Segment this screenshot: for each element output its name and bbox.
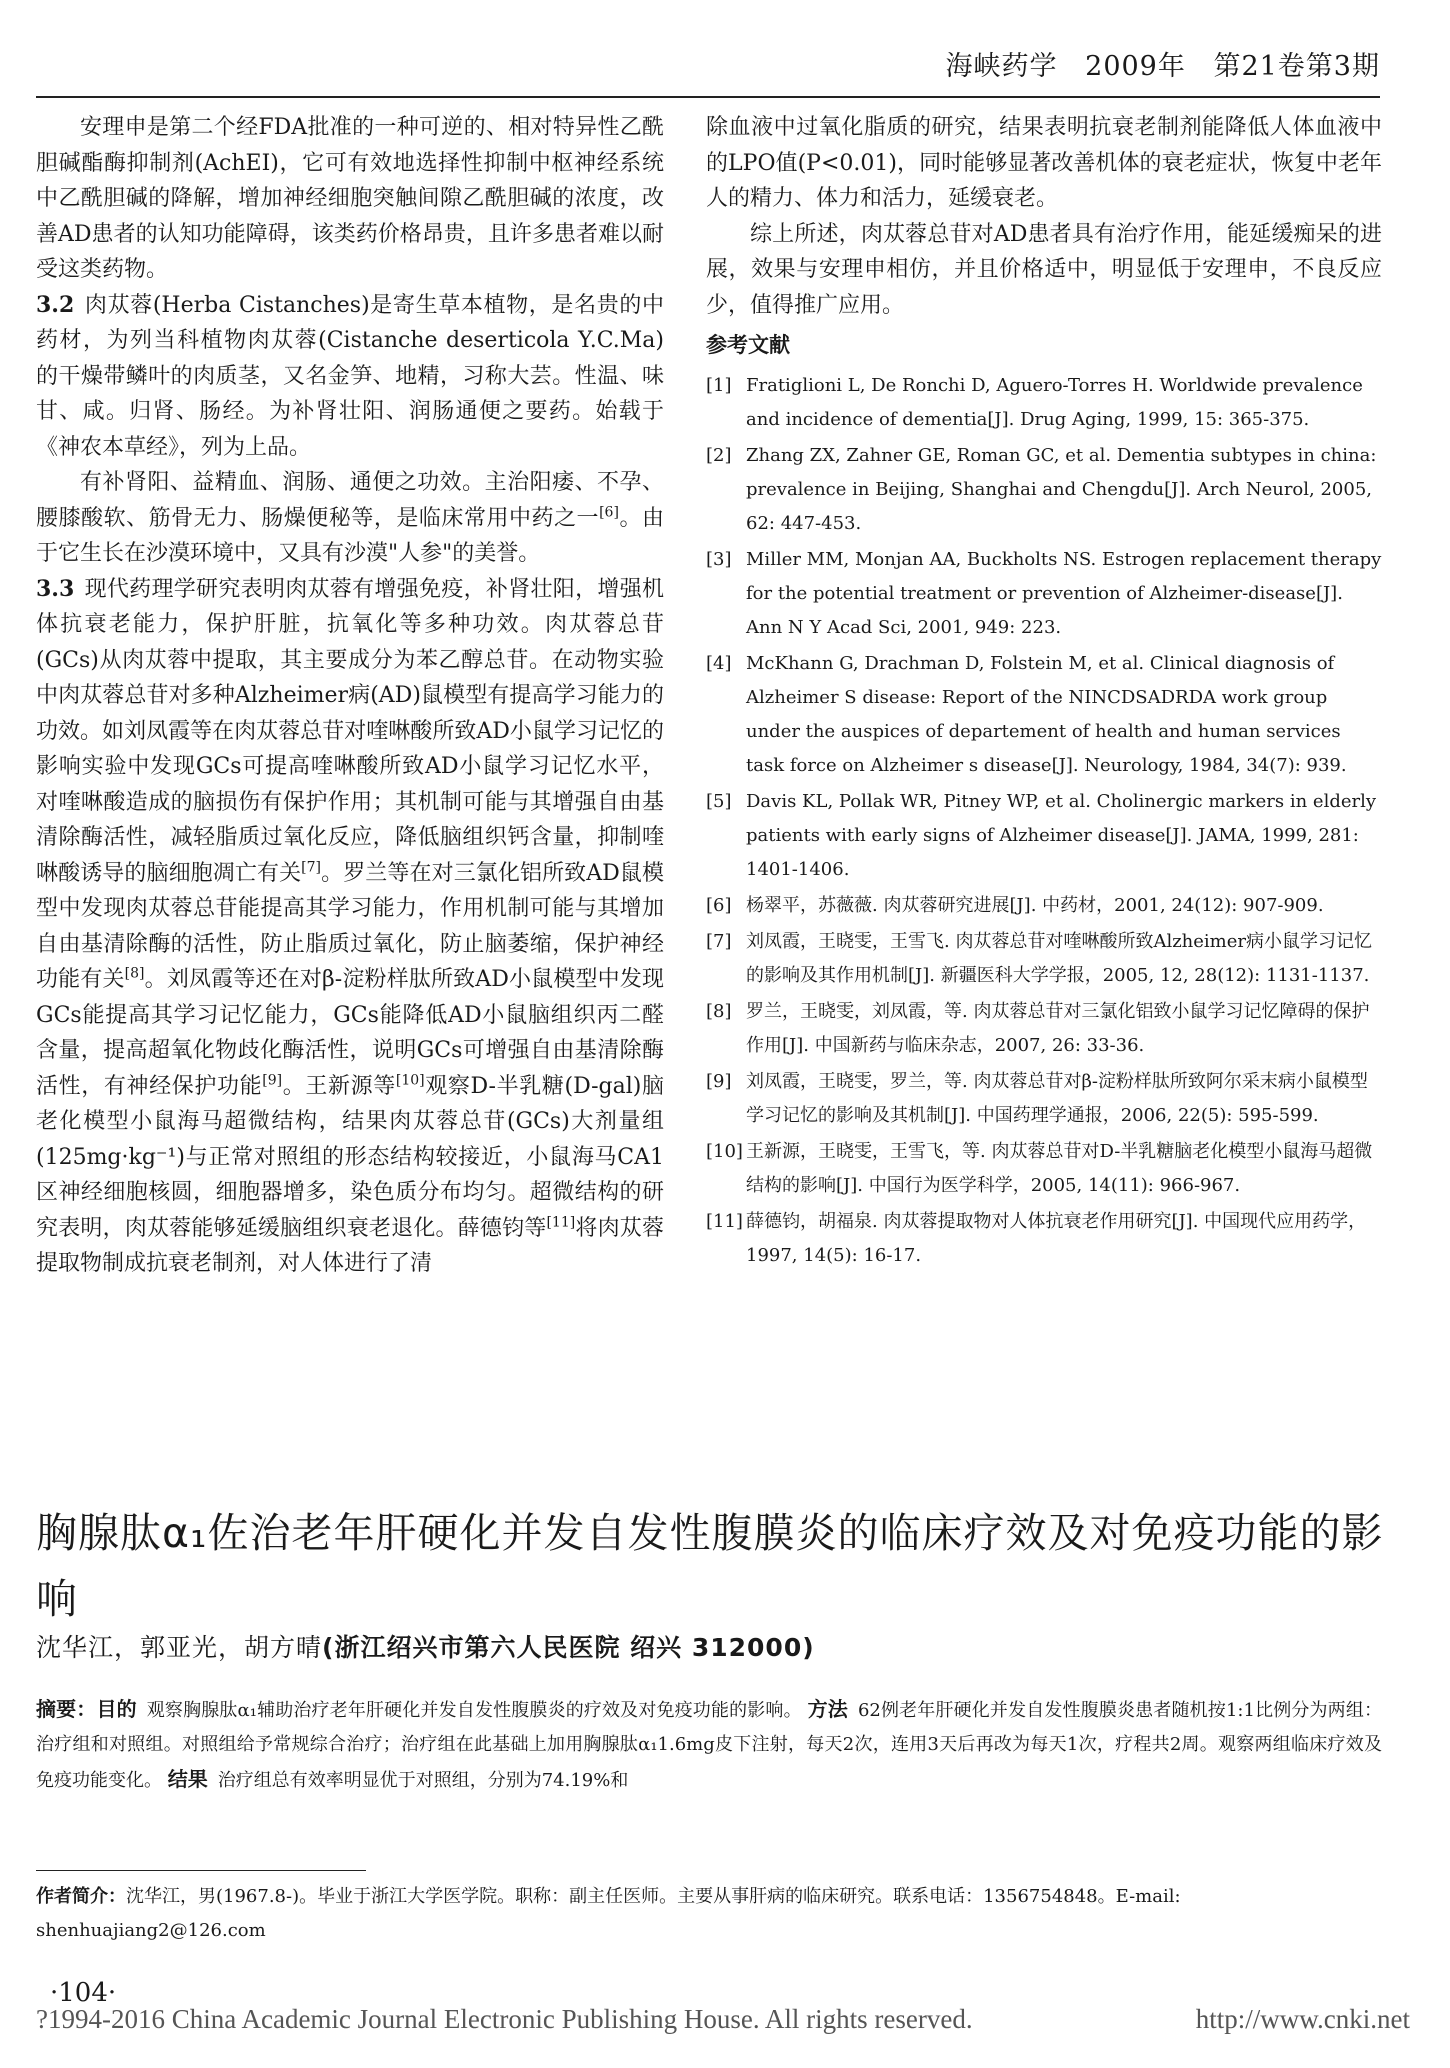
abstract-label (36, 1697, 137, 1721)
method-text: 62例老年肝硬化并发自发性腹膜炎患者随机按1:1比例分为两组：治疗组和对照组。对照组给予常规综合治疗；治疗组在此基础上加用胸腺肽α₁1.6mg皮下注射，每天2次，连用3天后再改为每天1次，疗程共2周。观察两组临床疗效及免疫功能变化。 (36, 1700, 1382, 1791)
left-column (36, 110, 664, 1282)
affiliation: (浙江绍兴市第六人民医院 绍兴 312000) (322, 1633, 815, 1662)
section-text: 肉苁蓉(Herba Cistanches)是寄生草本植物，是名贵的中药材，为列当科植物肉苁蓉(Cistanche deserticola Y.C.Ma)的干燥带鳞叶的肉质茎，又名金笋、地精，习称大芸。性温、味甘、咸。归肾、肠经。为补肾壮阳、润肠通便之要药。始载于《神农本草经》，列为上品。 (36, 292, 664, 460)
paragraph: 除血液中过氧化脂质的研究，结果表明抗衰老制剂能降低人体血液中的LPO值(P<0.01)，同时能够显著改善机体的衰老症状，恢复中老年人的精力、体力和活力，延缓衰老。 (706, 115, 1382, 211)
reference-number: [4] (706, 652, 732, 674)
reference-number: [9] (706, 1070, 732, 1092)
paragraph (36, 465, 664, 572)
reference-number: [10] (706, 1140, 743, 1162)
references-heading: 参考文献 (706, 332, 790, 357)
reference-text: 刘凤霞，王晓雯，罗兰，等. 肉苁蓉总苷对β-淀粉样肽所致阿尔采末病小鼠模型学习记忆的影响及其机制[J]. 中国药理学通报，2006, 22(5): 595-599. (746, 1070, 1368, 1126)
abstract-label-text: 摘要： (36, 1697, 97, 1721)
reference-item (706, 925, 1382, 993)
cnki-link[interactable]: http://www.cnki.net (1195, 2004, 1410, 2034)
journal-year: 2009年 (1085, 51, 1186, 82)
section-text: 。刘凤霞等还在对β-淀粉样肽所致AD小鼠模型中发现GCs能提高其学习记忆能力，GCs能降低AD小鼠脑组织丙二醛含量，提高超氧化物歧化酶活性，说明GCs可增强自由基清除酶活性，有神经保护功能 (36, 967, 664, 1099)
reference-item (706, 543, 1382, 645)
reference-text: Zhang ZX, Zahner GE, Roman GC, et al. Dementia subtypes in china: prevalence in Beijing, Shanghai and Chengdu[J]. Arch Neurol, 2005, 62: 447-453. (746, 444, 1377, 534)
authors: 沈华江，郭亚光，胡方晴 (36, 1633, 323, 1662)
citation[interactable]: [10] (395, 1072, 425, 1089)
reference-number: [5] (706, 790, 732, 812)
objective-label: 目的 (96, 1697, 137, 1721)
section-text: 。罗兰等在对三氯化铝所致AD鼠模型中发现肉苁蓉总苷能提高其学习能力，作用机制可能与其增加自由基清除酶的活性，防止脂质过氧化，防止脑萎缩，保护神经功能有关 (36, 860, 664, 992)
citation[interactable]: [7] (301, 859, 322, 876)
page-number: ·104· (50, 1978, 117, 2008)
citation[interactable]: [8] (124, 965, 145, 982)
section-text: 观察D-半乳糖(D-gal)脑老化模型小鼠海马超微结构，结果肉苁蓉总苷(GCs)大剂量组(125mg·kg⁻¹)与正常对照组的形态结构较接近，小鼠海马CA1区神经细胞核圆，细胞器增多，染色质分布均匀。超微结构的研究表明，肉苁蓉能够延缓脑组织衰老退化。薛德钧等 (36, 1073, 664, 1241)
paragraph: 综上所述，肉苁蓉总苷对AD患者具有治疗作用，能延缓痴呆的进展，效果与安理申相仿，并且价格适中，明显低于安理申，不良反应少，值得推广应用。 (706, 221, 1382, 318)
copyright-notice: ?1994-2016 China Academic Journal Electronic Publishing House. All rights reserved. (36, 2004, 973, 2034)
references-list (706, 369, 1382, 1273)
footnote-divider (36, 1870, 366, 1871)
author-line (36, 1628, 815, 1664)
section-3-3 (36, 572, 664, 1282)
author-footnote (36, 1880, 1382, 1948)
footnote-text: 沈华江，男(1967.8-)。毕业于浙江大学医学院。职称：副主任医师。主要从事肝病的临床研究。联系电话：1356754848。E-mail: shenhuajiang2@126.com (36, 1886, 1181, 1941)
section-text: 现代药理学研究表明肉苁蓉有增强免疫，补肾壮阳，增强机体抗衰老能力，保护肝脏，抗氧化等多种功效。肉苁蓉总苷(GCs)从肉苁蓉中提取，其主要成分为苯乙醇总苷。在动物实验中肉苁蓉总苷对多种Alzheimer病(AD)鼠模型有提高学习能力的功效。如刘凤霞等在肉苁蓉总苷对喹啉酸所致AD小鼠学习记忆的影响实验中发现GCs可提高喹啉酸所致AD小鼠学习记忆水平，对喹啉酸造成的脑损伤有保护作用；其机制可能与其增强自由基清除酶活性，减轻脂质过氧化反应，降低脑组织钙含量，抑制喹啉酸诱导的脑细胞凋亡有关 (36, 576, 664, 886)
reference-item (706, 369, 1382, 437)
reference-text: 薛德钧，胡福泉. 肉苁蓉提取物对人体抗衰老作用研究[J]. 中国现代应用药学，1997, 14(5): 16-17. (746, 1210, 1367, 1266)
reference-item (706, 995, 1382, 1063)
reference-text: Fratiglioni L, De Ronchi D, Aguero-Torres H. Worldwide prevalence and incidence of dementia[J]. Drug Aging, 1999, 15: 365-375. (746, 374, 1363, 430)
reference-number: [7] (706, 930, 732, 952)
reference-item (706, 647, 1382, 783)
journal-issue: 第21卷第3期 (1213, 51, 1380, 82)
section-text: 。王新源等 (282, 1073, 396, 1099)
reference-text: 罗兰，王晓雯，刘凤霞，等. 肉苁蓉总苷对三氯化铝致小鼠学习记忆障碍的保护作用[J]. 中国新药与临床杂志，2007, 26: 33-36. (746, 1000, 1370, 1056)
reference-text: McKhann G, Drachman D, Folstein M, et al. Clinical diagnosis of Alzheimer S disease: Report of the NINCDSADRDA work group under the auspices of departement of health and human services task force on Alzheimer s disease[J]. Neurology, 1984, 34(7): 939. (746, 652, 1347, 776)
reference-number: [6] (706, 894, 732, 916)
section-number: 3.3 (36, 575, 75, 602)
reference-item (706, 1205, 1382, 1273)
footnote-label: 作者简介： (36, 1886, 126, 1907)
journal-name: 海峡药学 (945, 51, 1058, 82)
right-column (706, 110, 1382, 1275)
copyright-footer (36, 2004, 1410, 2035)
reference-item (706, 889, 1382, 923)
objective-text: 观察胸腺肽α₁辅助治疗老年肝硬化并发自发性腹膜炎的疗效及对免疫功能的影响。 (146, 1700, 802, 1721)
section-number: 3.2 (36, 291, 75, 318)
reference-item (706, 439, 1382, 541)
result-label: 结果 (167, 1767, 208, 1791)
citation[interactable]: [6] (599, 504, 619, 521)
reference-text: 杨翠平，苏薇薇. 肉苁蓉研究进展[J]. 中药材，2001, 24(12): 907-909. (746, 894, 1324, 916)
section-3-2 (36, 288, 664, 466)
section-text: 将肉苁蓉提取物制成抗衰老制剂，对人体进行了清 (36, 1215, 664, 1276)
citation[interactable]: [11] (546, 1214, 576, 1231)
reference-number: [2] (706, 444, 732, 466)
paragraph: 安理申是第二个经FDA批准的一种可逆的、相对特异性乙酰胆碱酯酶抑制剂(AchEI)，它可有效地选择性抑制中枢神经系统中乙酰胆碱的降解，增加神经细胞突触间隙乙酰胆碱的浓度，改善AD患者的认知功能障碍，该类药价格昂贵，且许多患者难以耐受这类药物。 (36, 115, 664, 282)
paragraph-text: 。由于它生长在沙漠环境中，又具有沙漠"人参"的美誉。 (36, 505, 664, 566)
reference-number: [8] (706, 1000, 732, 1022)
reference-number: [1] (706, 374, 732, 396)
reference-text: 刘凤霞，王晓雯，王雪飞. 肉苁蓉总苷对喹啉酸所致Alzheimer病小鼠学习记忆的影响及其作用机制[J]. 新疆医科大学学报，2005, 12, 28(12): 1131-1137. (746, 930, 1373, 986)
citation[interactable]: [9] (262, 1072, 283, 1089)
reference-item (706, 1065, 1382, 1133)
reference-number: [11] (706, 1210, 743, 1232)
paragraph-text: 有补肾阳、益精血、润肠、通便之功效。主治阳痿、不孕、腰膝酸软、筋骨无力、肠燥便秘等，是临床常用中药之一 (36, 470, 664, 531)
reference-number: [3] (706, 548, 732, 570)
reference-text: 王新源，王晓雯，王雪飞，等. 肉苁蓉总苷对D-半乳糖脑老化模型小鼠海马超微结构的影响[J]. 中国行为医学科学，2005, 14(11): 966-967. (746, 1140, 1373, 1196)
reference-text: Davis KL, Pollak WR, Pitney WP, et al. Cholinergic markers in elderly patients with early signs of Alzheimer disease[J]. JAMA, 1999, 281: 1401-1406. (746, 790, 1377, 880)
reference-item (706, 1135, 1382, 1203)
running-header (36, 44, 1380, 98)
article-title: 胸腺肽α₁佐治老年肝硬化并发自发性腹膜炎的临床疗效及对免疫功能的影响 (36, 1509, 1384, 1623)
reference-item (706, 785, 1382, 887)
reference-text: Miller MM, Monjan AA, Buckholts NS. Estrogen replacement therapy for the potential treatment or prevention of Alzheimer-disease[J]. Ann N Y Acad Sci, 2001, 949: 223. (746, 548, 1382, 638)
method-label: 方法 (807, 1697, 848, 1721)
result-text: 治疗组总有效率明显优于对照组，分别为74.19%和 (217, 1770, 629, 1791)
abstract (36, 1692, 1382, 1798)
